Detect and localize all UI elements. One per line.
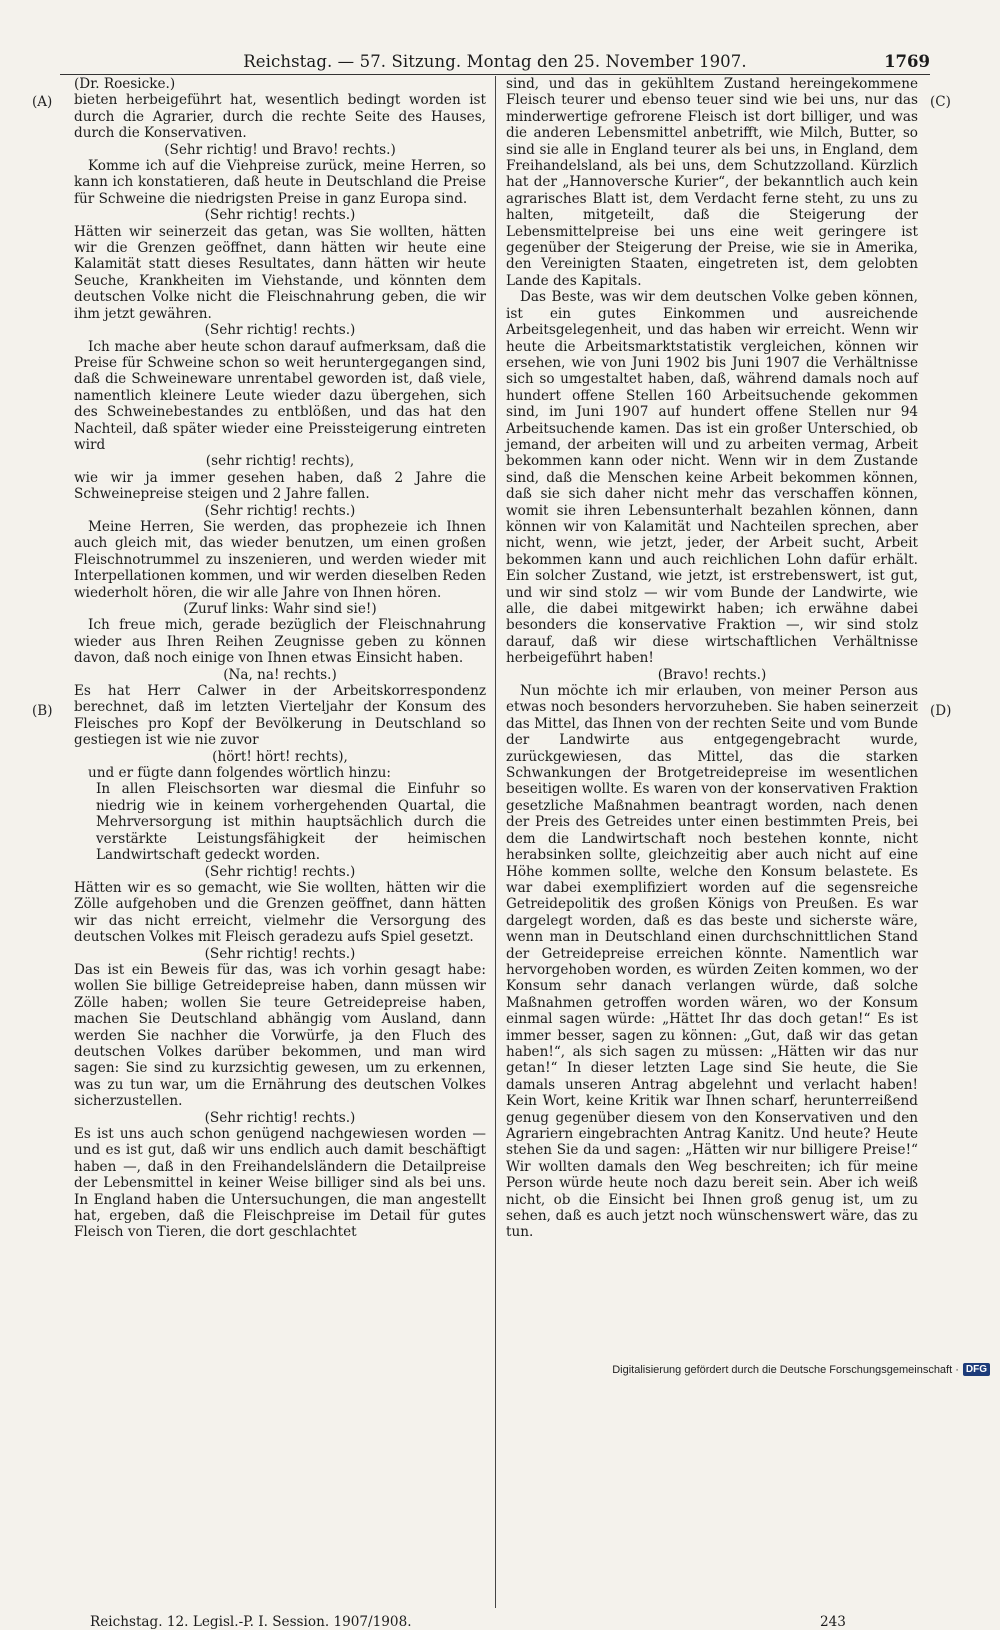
footer-session: Reichstag. 12. Legisl.-P. I. Session. 1907/1908. xyxy=(90,1614,412,1630)
interjection: (Sehr richtig! rechts.) xyxy=(204,863,356,880)
paragraph: Nun möchte ich mir erlauben, von meiner Person aus etwas noch besonders hervorzuheben. Sie haben seinerzeit das Mittel, das Ihnen von der rechten Seite und vom Bunde der Landwirte aus entgegengebracht wurde, zurückgewiesen, das Mittel, das die starken Schwankungen der Brotgetreidepreise im wesentlichen beseitigen wollte. Es waren von der konservativen Fraktion gesetzliche Maßnahmen beantragt worden, nach denen der Preis des Getreides unter einen bestimmten Preis, bei dem die Landwirtschaft noch bestehen konnte, nicht herabsinken sollte, gleichzeitig aber auch nicht auf eine Höhe kommen sollte, welche den Konsum belastete. Es war dabei exemplifiziert worden auf die segensreiche Getreidepolitik des großen Königs von Preußen. Es war dargelegt worden, daß es das beste und sicherste wäre, wenn man in Deutschland einen durchschnittlichen Stand der Getreidepreise erreichen könnte. Namentlich war hervorgehoben worden, es würden Zeiten kommen, wo der Konsum sehr danach verlangen würde, daß solche Maßnahmen getroffen worden wären, wo der Konsum einmal sagen würde: „Hättet Ihr das doch getan!“ Es ist immer besser, sagen zu können: „Gut, daß wir das getan haben!“, als sich sagen zu müssen: „Hätten wir das nur getan!“ In dieser letzten Lage sind Sie heute, die Sie damals unseren Antrag abgelehnt und verlacht haben! Kein Wort, keine Kritik war Ihnen scharf, herunterreißend genug gegenüber diesem von den Konservativen und den Agrariern eingebrachten Antrag Kanitz. Und heute? Heute stehen Sie da und sagen: „Hätten wir nur billigere Preise!“ Wir wollten damals den Weg beschreiten; ich für meine Person würde heute noch dazu bereit sein. Aber ich weiß nicht, ob die Einsicht bei Ihnen groß genug ist, um zu sehen, daß es auch jetzt noch wünschenswert wäre, das zu tun. xyxy=(506,683,918,1241)
left-column xyxy=(74,76,486,1611)
margin-mark-a: (A) xyxy=(32,94,53,110)
interjection: (Zuruf links: Wahr sind sie!) xyxy=(183,601,377,617)
interjection: (Sehr richtig! rechts.) xyxy=(204,322,356,339)
interjection: (Sehr richtig! rechts.) xyxy=(204,945,356,962)
paragraph: sind, und das in gekühltem Zustand hereingekommene Fleisch teurer und ebenso teuer sind wie bei uns, nur das minderwertige gefrorene Fleisch ist dort billiger, und was die anderen Lebensmittel anbetrifft, wie Milch, Butter, so sind sie alle in England teurer als bei uns, in England, dem Freihandelsland, als bei uns, dem Schutzzolland. Kürzlich hat der „Hannoversche Kurier“, der bekanntlich auch kein agrarisches Blatt ist, dem Verdacht ferne steht, zu uns zu halten, mitgeteilt, daß die Steigerung der Lebensmittelpreise bei uns eine weit geringere ist gegenüber der Steigerung der Preise, wie sie in Amerika, den Vereinigten Staaten, eingetreten ist, dem gelobten Lande des Kapitals. xyxy=(506,76,918,289)
page-header xyxy=(60,50,930,75)
interjection: (sehr richtig! rechts), xyxy=(205,453,355,470)
interjection: (Sehr richtig! rechts.) xyxy=(204,502,356,519)
paragraph: Ich freue mich, gerade bezüglich der Fleischnahrung wieder aus Ihren Reihen Zeugnisse geben zu können davon, daß noch einige von Ihnen etwas Einsicht haben. xyxy=(74,617,486,667)
digitization-text: Digitalisierung gefördert durch die Deutsche Forschungsgemeinschaft · xyxy=(612,1363,959,1376)
paragraph: Hätten wir es so gemacht, wie Sie wollten, hätten wir die Zölle aufgehoben und die Grenzen geöffnet, dann hätten wir das nicht erreicht, vielmehr die Versorgung des deutschen Volkes mit Fleisch geradezu aufs Spiel gesetzt. xyxy=(74,879,486,946)
header-title: Reichstag. — 57. Sitzung. Montag den 25. November 1907. xyxy=(243,52,747,71)
interjection: (Bravo! rechts.) xyxy=(657,666,767,683)
interjection: (hört! hört! rechts), xyxy=(212,748,348,765)
margin-mark-c: (C) xyxy=(930,94,951,110)
interjection: (Sehr richtig! rechts.) xyxy=(204,1109,356,1126)
interjection: (Sehr richtig! und Bravo! rechts.) xyxy=(164,141,396,158)
quotation: In allen Fleischsorten war diesmal die Einfuhr so niedrig wie in keinem vorhergehenden Quartal, die Mehrversorgung ist mithin hauptsächlich durch die verstärkte Leistungsfähigkeit der heimischen Landwirtschaft gedeckt worden. xyxy=(96,781,486,864)
paragraph: Das ist ein Beweis für das, was ich vorhin gesagt habe: wollen Sie billige Getreidepreise haben, dann müssen wir Zölle haben; wollen Sie teure Getreidepreise haben, machen Sie Deutschland abhängig vom Ausland, dann werden Sie nachher die Vorwürfe, ja den Fluch des deutschen Volkes darüber bekommen, und man wird sagen: Sie sind zu kurzsichtig gewesen, um zu erkennen, was zu tun war, um die Ernährung des deutschen Volkes sicherzustellen. xyxy=(74,961,486,1110)
paragraph: Es hat Herr Calwer in der Arbeitskorrespondenz berechnet, daß im letzten Vierteljahr der Konsum des Fleisches pro Kopf der Bevölkerung in Deutschland so gestiegen ist wie nie zuvor xyxy=(74,683,486,749)
paragraph: Komme ich auf die Viehpreise zurück, meine Herren, so kann ich konstatieren, daß heute in Deutschland die Preise für Schweine die niedrigsten Preise in ganz Europa sind. xyxy=(74,158,486,207)
page-number: 1769 xyxy=(884,52,930,71)
margin-mark-d: (D) xyxy=(930,703,952,719)
digitization-credit xyxy=(612,1363,990,1376)
right-column xyxy=(506,76,918,1611)
paragraph: Es ist uns auch schon genügend nachgewiesen worden — und es ist gut, daß wir uns endlich auch damit beschäftigt haben —, daß in den Freihandelsländern die Detailpreise der Lebensmittel in keiner Weise billiger sind als bei uns. In England haben die Untersuchungen, die man angestellt hat, ergeben, daß die Fleischpreise im Detail für gutes Fleisch von Tieren, die dort geschlachtet xyxy=(74,1126,486,1241)
paragraph: und er fügte dann folgendes wörtlich hinzu: xyxy=(88,765,391,782)
speaker-label: (Dr. Roesicke.) xyxy=(74,76,176,92)
paragraph: Meine Herren, Sie werden, das prophezeie ich Ihnen auch gleich mit, das wieder benutzen, um einen großen Fleischnotrummel zu inszenieren, und werden wieder mit Interpellationen kommen, und wir werden dieselben Reden wiederholt hören, die wir alle Jahre von Ihnen hören. xyxy=(74,518,486,601)
margin-mark-b: (B) xyxy=(32,703,53,719)
paragraph: wie wir ja immer gesehen haben, daß 2 Jahre die Schweinepreise steigen und 2 Jahre fallen. xyxy=(74,469,486,503)
footer-sheet-number: 243 xyxy=(820,1614,846,1630)
paragraph: bieten herbeigeführt hat, wesentlich bedingt worden ist durch die Agrarier, durch die rechte Seite des Hauses, durch die Konservativen. xyxy=(74,92,486,142)
paragraph: Ich mache aber heute schon darauf aufmerksam, daß die Preise für Schweine schon so weit heruntergegangen sind, daß die Schweineware unrentabel geworden ist, daß viele, namentlich kleinere Leute wieder dazu übergehen, sich des Schweinebestandes zu entblößen, und das hat den Nachteil, daß später wieder eine Preissteigerung eintreten wird xyxy=(74,338,486,453)
paragraph: Hätten wir seinerzeit das getan, was Sie wollten, hätten wir die Grenzen geöffnet, dann hätten wir heute eine Kalamität statt dieses Resultates, dann hätten wir heute Seuche, Krankheiten im Viehstande, und könnten dem deutschen Volke nicht die Fleischnahrung geben, die wir ihm jetzt gewähren. xyxy=(74,223,486,322)
paragraph: Das Beste, was wir dem deutschen Volke geben können, ist ein gutes Einkommen und ausreichende Arbeitsgelegenheit, und das haben wir erreicht. Wenn wir heute die Arbeitsmarktstatistik vergleichen, können wir ersehen, wie von Juni 1902 bis Juni 1907 die Verhältnisse sich so umgestaltet haben, daß, während damals noch auf hundert offene Stellen 160 Arbeitsuchende gekommen sind, im Juni 1907 auf hundert offene Stellen nur 94 Arbeitsuchende kamen. Das ist ein großer Unterschied, ob jemand, der arbeiten will und zu arbeiten vermag, Arbeit bekommen kann oder nicht. Wenn wir in dem Zustande sind, daß die Menschen keine Arbeit bekommen können, daß sie sich daher nicht mehr das verschaffen können, womit sie ihren Lebensunterhalt bezahlen können, dann können wir von Kalamität und Nachteilen sprechen, aber nicht, wenn, wie jetzt, jeder, der Arbeit sucht, Arbeit bekommen kann und auch reichlichen Lohn dafür erhält. Ein solcher Zustand, wie jetzt, ist erstrebenswert, ist gut, und wir sind stolz — wir vom Bunde der Landwirte, wie alle, die dabei mitgewirkt haben; ich erwähne dabei besonders die konservative Fraktion —, wir sind stolz darauf, daß wir diese wirtschaftlichen Verhältnisse herbeigeführt haben! xyxy=(506,289,918,667)
column-divider xyxy=(495,76,496,1608)
interjection: (Sehr richtig! rechts.) xyxy=(204,207,356,224)
interjection: (Na, na! rechts.) xyxy=(223,666,337,683)
dfg-logo: DFG xyxy=(963,1363,990,1376)
